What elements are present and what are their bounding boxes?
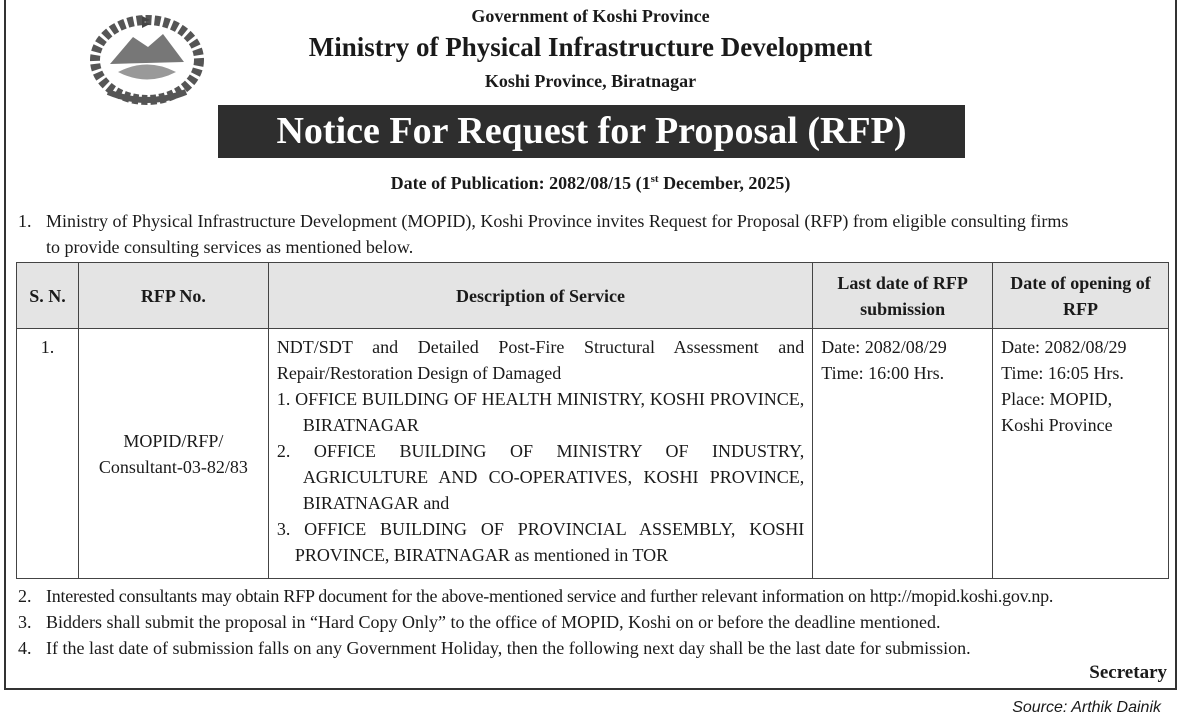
header-sn: S. N. (17, 263, 79, 329)
rfp-no-line: Consultant-03-82/83 (98, 456, 248, 477)
table-header-row (17, 263, 1169, 329)
ministry-location: Koshi Province, Biratnagar (484, 71, 697, 91)
point-number: 3. (18, 612, 32, 632)
cell-description (268, 329, 812, 579)
submission-time: Time: 16:00 Hrs. (821, 363, 945, 383)
intro-paragraph (18, 208, 1178, 260)
cell-sn: 1. (17, 329, 79, 579)
opening-place: Place: MOPID, (1001, 389, 1113, 409)
point-text: Interested consultants may obtain RFP document for the above-mentioned service and further relevant information on http://mopid.koshi.gov.np. (46, 586, 1054, 606)
cell-rfp-no (78, 329, 268, 579)
point-number: 4. (18, 638, 32, 658)
publication-date-text: Date of Publication: 2082/08/15 (1 (390, 173, 651, 193)
description-item: 3. OFFICE BUILDING OF PROVINCIAL ASSEMBLY, KOSHI PROVINCE, BIRATNAGAR as mentioned in TOR (276, 519, 805, 565)
description-intro: NDT/SDT and Detailed Post-Fire Structural Assessment and Repair/Restoration Design of Damaged (276, 337, 805, 383)
publication-date (0, 173, 1181, 194)
cell-submission (813, 329, 993, 579)
point-number: 1. (18, 211, 32, 231)
header-rfp-no: RFP No. (78, 263, 268, 329)
publication-date-suffix: December, 2025) (658, 173, 791, 193)
signature: Secretary (1089, 662, 1167, 683)
header-opening-date: Date of opening of RFP (993, 263, 1169, 329)
point-text: Bidders shall submit the proposal in “Hard Copy Only” to the office of MOPID, Koshi on or before the deadline mentioned. (46, 612, 941, 632)
point-text: If the last date of submission falls on any Government Holiday, then the following next day shall be the last date for submission. (46, 638, 971, 658)
cell-opening (993, 329, 1169, 579)
point-number: 2. (18, 586, 32, 606)
rfp-no-line: MOPID/RFP/ (123, 430, 224, 451)
header-last-date: Last date of RFP submission (813, 263, 993, 329)
ministry-name: Ministry of Physical Infrastructure Development (308, 32, 873, 62)
source-credit: Source: Arthik Dainik (1012, 699, 1161, 716)
submission-date: Date: 2082/08/29 (821, 337, 947, 357)
opening-time: Time: 16:05 Hrs. (1001, 363, 1124, 383)
notice-title: Notice For Request for Proposal (RFP) (218, 105, 965, 158)
description-item: 2. OFFICE BUILDING OF MINISTRY OF INDUSTRY, AGRICULTURE AND CO-OPERATIVES, KOSHI PROVINCE, BIRATNAGAR and (276, 441, 805, 513)
intro-line: Ministry of Physical Infrastructure Development (MOPID), Koshi Province invites Request for Proposal (RFP) from eligible consulting firms (46, 211, 1069, 231)
opening-date: Date: 2082/08/29 (1001, 337, 1127, 357)
header-description: Description of Service (268, 263, 812, 329)
publication-date-sup: st (650, 173, 659, 185)
points-list (18, 583, 1178, 663)
opening-place: Koshi Province (1001, 415, 1113, 435)
government-name: Government of Koshi Province (471, 6, 710, 26)
description-item: 1. OFFICE BUILDING OF HEALTH MINISTRY, KOSHI PROVINCE, BIRATNAGAR (276, 389, 805, 435)
table-row (17, 329, 1169, 579)
intro-line: to provide consulting services as mentioned below. (46, 237, 414, 257)
rfp-table (16, 262, 1169, 579)
